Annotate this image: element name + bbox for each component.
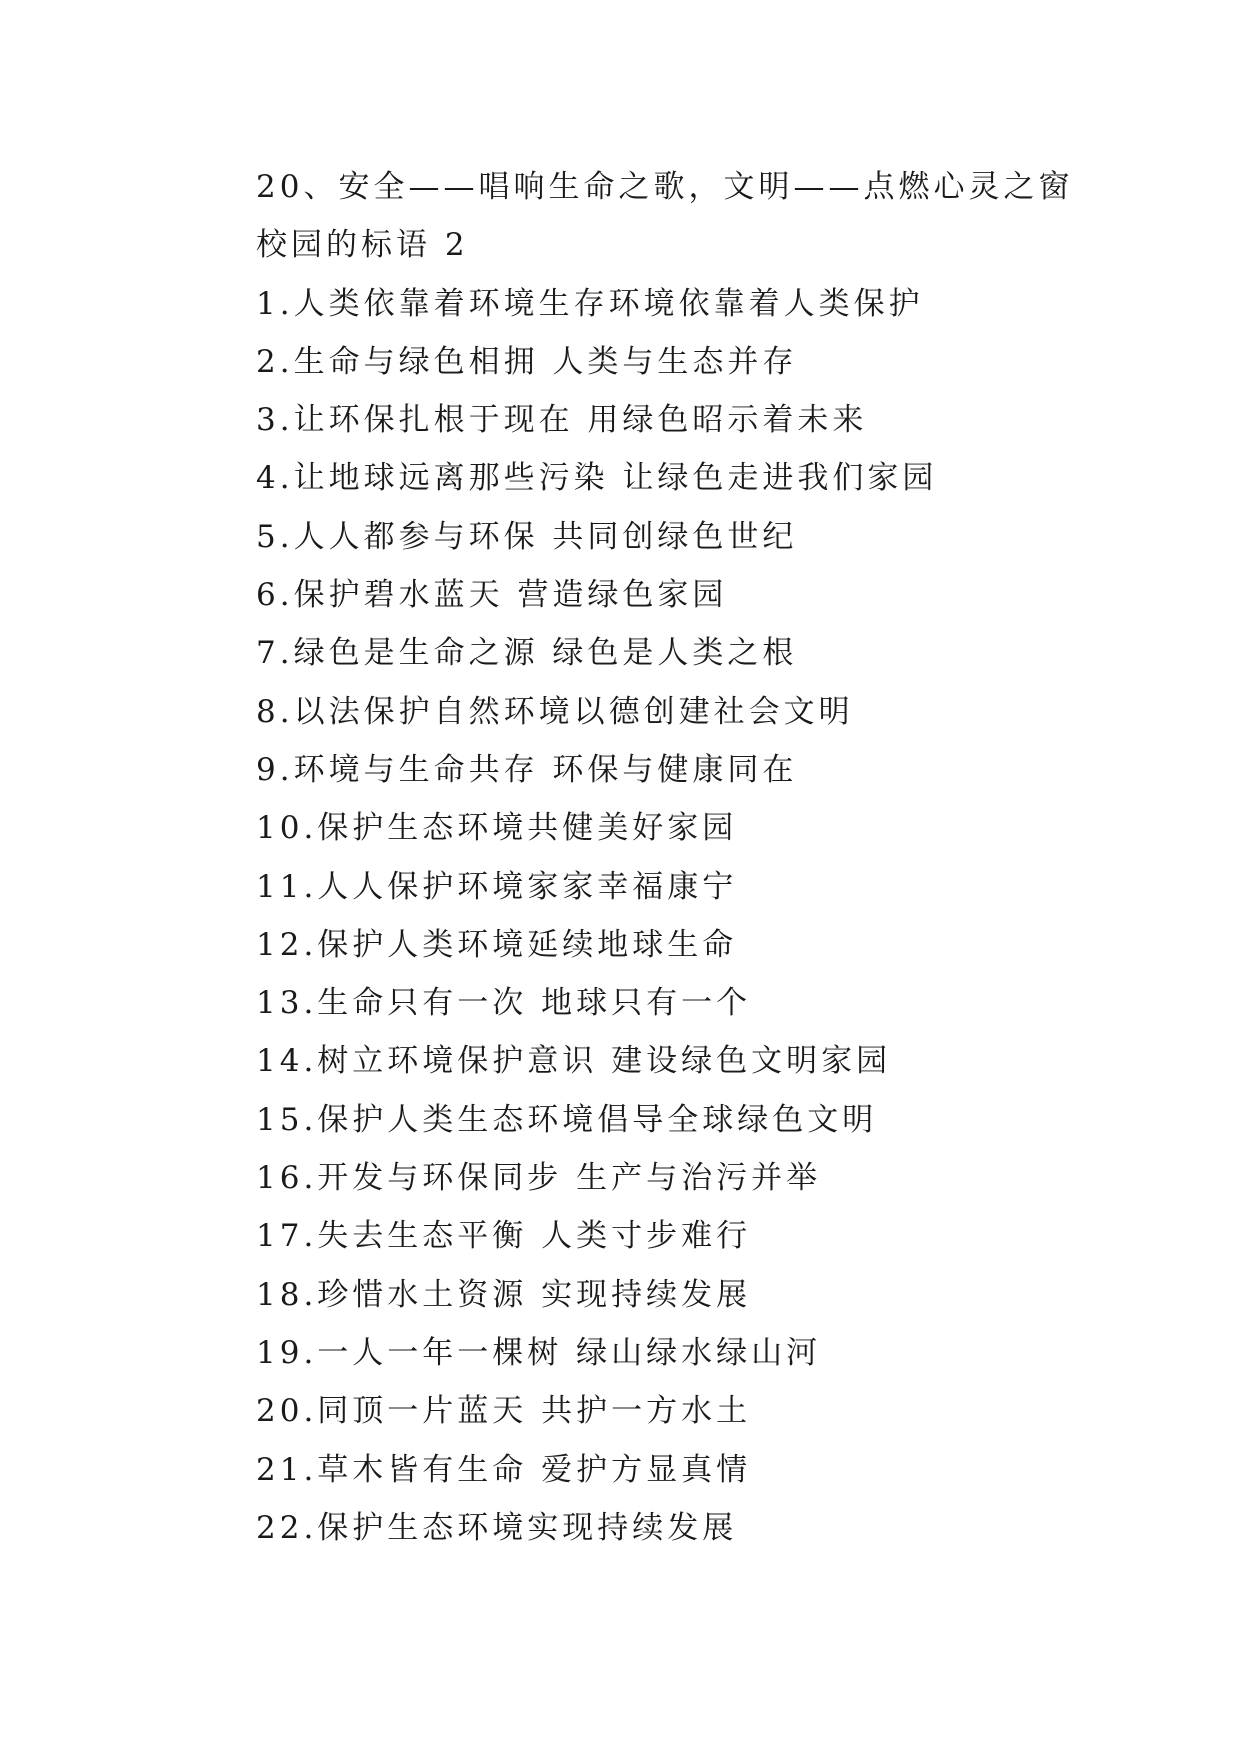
slogan-line: 20.同顶一片蓝天 共护一方水土 (256, 1393, 752, 1430)
slogan-line: 10.保护生态环境共健美好家园 (256, 810, 738, 847)
slogan-line: 11.人人保护环境家家幸福康宁 (256, 868, 738, 905)
slogan-line: 19.一人一年一棵树 绿山绿水绿山河 (256, 1334, 822, 1371)
slogan-line: 5.人人都参与环保 共同创绿色世纪 (256, 518, 798, 555)
document-body (256, 158, 1156, 1557)
intro-line: 20、安全——唱响生命之歌，文明——点燃心灵之窗 (256, 169, 1074, 205)
slogan-line: 1.人类依靠着环境生存环境依靠着人类保护 (256, 285, 924, 322)
slogan-line: 15.保护人类生态环境倡导全球绿色文明 (256, 1101, 878, 1138)
slogan-line: 12.保护人类环境延续地球生命 (256, 926, 738, 963)
slogan-line: 18.珍惜水土资源 实现持续发展 (256, 1276, 752, 1313)
slogan-line: 13.生命只有一次 地球只有一个 (256, 985, 752, 1022)
section-title: 校园的标语 2 (256, 227, 469, 264)
slogan-line: 8.以法保护自然环境以德创建社会文明 (256, 693, 854, 730)
slogan-line: 7.绿色是生命之源 绿色是人类之根 (256, 635, 798, 672)
slogan-line: 4.让地球远离那些污染 让绿色走进我们家园 (256, 460, 938, 497)
slogan-line: 22.保护生态环境实现持续发展 (256, 1509, 738, 1546)
slogan-line: 16.开发与环保同步 生产与治污并举 (256, 1160, 822, 1197)
slogan-line: 2.生命与绿色相拥 人类与生态并存 (256, 343, 798, 380)
slogan-line: 9.环境与生命共存 环保与健康同在 (256, 751, 798, 788)
slogan-line: 21.草木皆有生命 爱护方显真情 (256, 1451, 752, 1488)
slogan-line: 6.保护碧水蓝天 营造绿色家园 (256, 577, 728, 614)
slogan-line: 14.树立环境保护意识 建设绿色文明家园 (256, 1043, 892, 1080)
slogan-line: 17.失去生态平衡 人类寸步难行 (256, 1218, 752, 1255)
slogan-line: 3.让环保扎根于现在 用绿色昭示着未来 (256, 402, 868, 439)
